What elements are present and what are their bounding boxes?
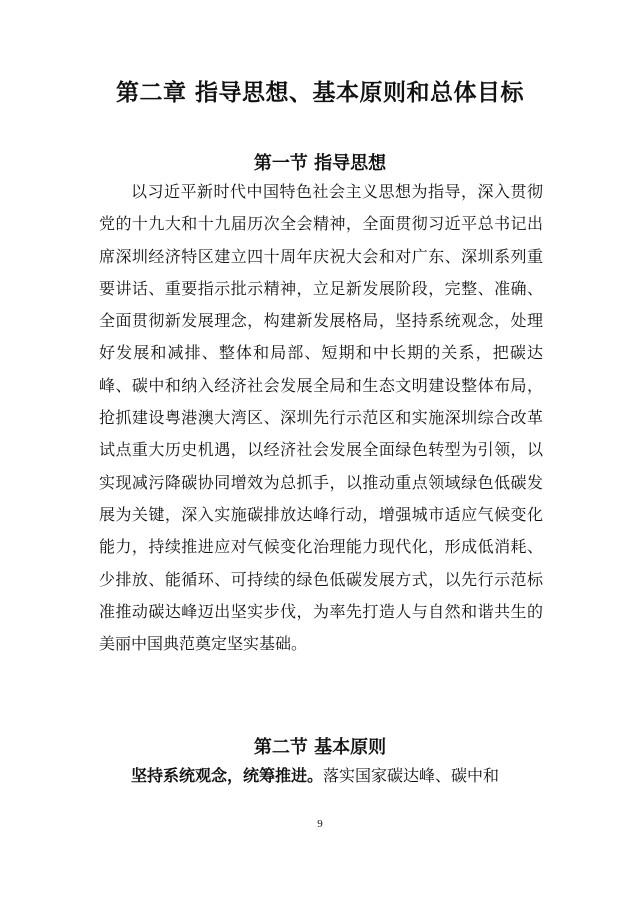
section-title-basic-principles: 第二节 基本原则 — [253, 737, 387, 758]
section-title-guiding-ideology: 第一节 指导思想 — [253, 153, 387, 174]
principle-lead: 坚持系统观念，统筹推进。 — [131, 766, 324, 785]
basic-principles-paragraph — [99, 760, 543, 792]
principle-text: 落实国家碳达峰、碳中和 — [323, 766, 500, 785]
guiding-ideology-paragraph: 以习近平新时代中国特色社会主义思想为指导，深入贯彻党的十九大和十九届历次全会精神，全面贯彻习近平总书记出席深圳经济特区建立四十周年庆祝大会和对广东、深圳系列重要讲话、重要指示批示精神，立足新发展阶段，完整、准确、全面贯彻新发展理念，构建新发展格局，坚持系统观念，处理好发展和减排、整体和局部、短期和中长期的关系，把碳达峰、碳中和纳入经济社会发展全局和生态文明建设整体布局，抢抓建设粤港澳大湾区、深圳先行示范区和实施深圳综合改革试点重大历史机遇，以经济社会发展全面绿色转型为引领，以实现减污降碳协同增效为总抓手，以推动重点领域绿色低碳发展为关键，深入实施碳排放达峰行动，增强城市适应气候变化能力，持续推进应对气候变化治理能力现代化，形成低消耗、少排放、能循环、可持续的绿色低碳发展方式，以先行示范标准推动碳达峰迈出坚实步伐，为率先打造人与自然和谐共生的美丽中国典范奠定坚实基础。 — [99, 182, 543, 654]
chapter-title: 第二章 指导思想、基本原则和总体目标 — [115, 80, 524, 106]
page-number: 9 — [317, 818, 323, 830]
